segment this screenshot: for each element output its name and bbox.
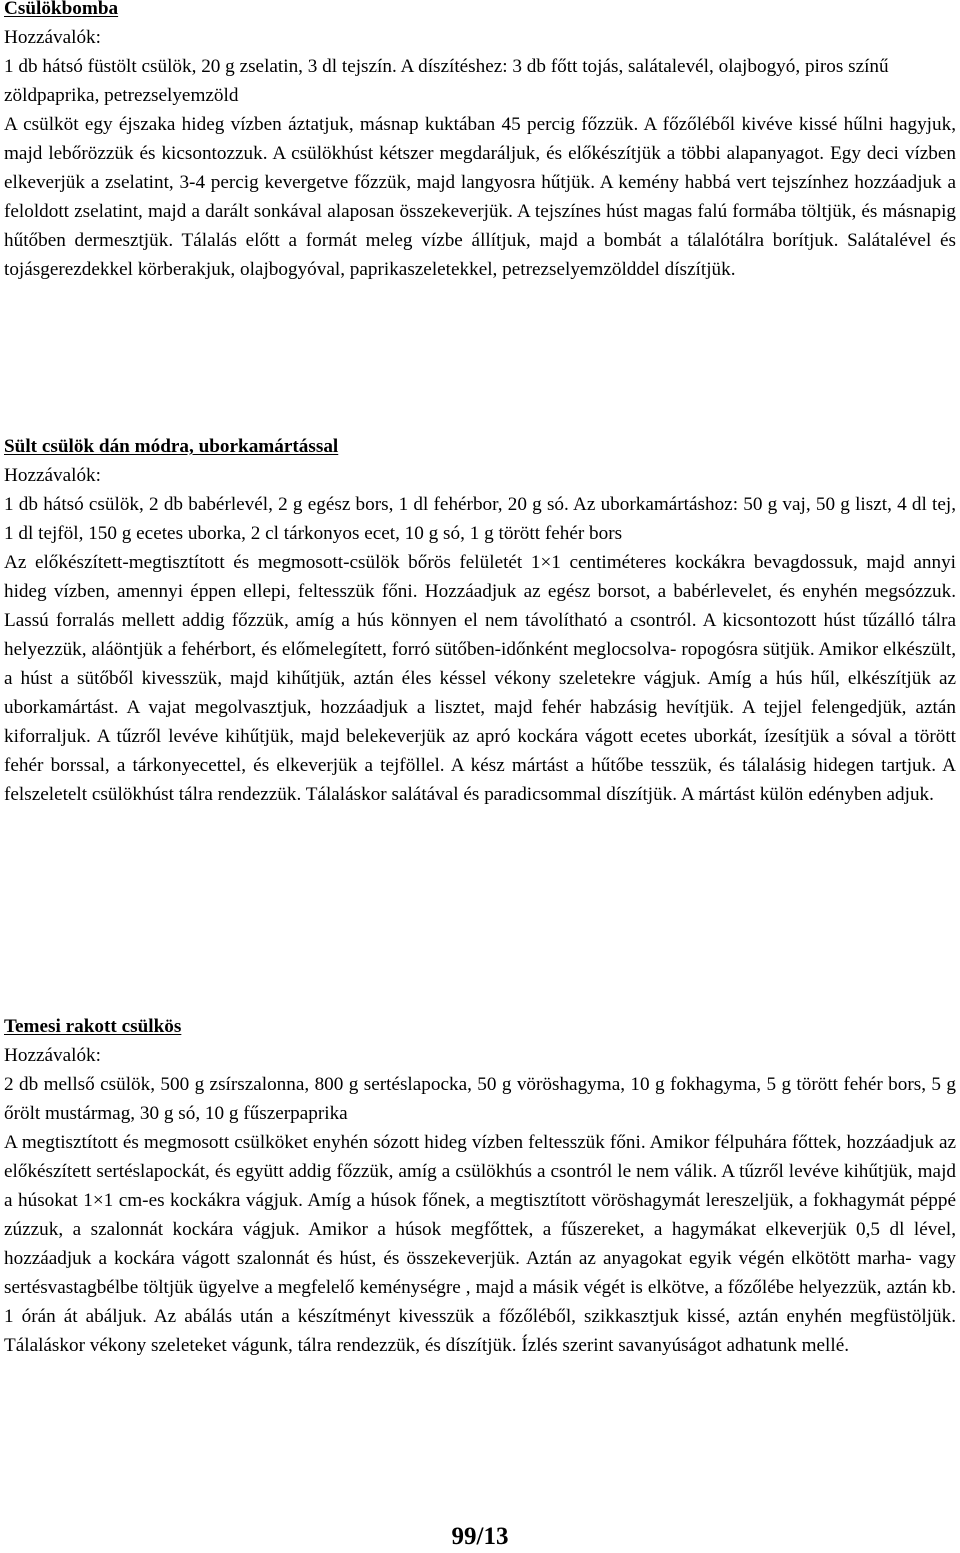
- page-number: 99/13: [451, 1523, 509, 1550]
- instructions-text: Az előkészített-megtisztított és megmosott-csülök bőrös felületét 1×1 centiméteres kockákra bevagdossuk, majd annyi hideg vízben, amennyi éppen ellepi, feltesszük főni. Hozzáadjuk az egész borsot, a babérlevelet, és enyhén megsózzuk. Lassú forralás mellett addig főzzük, amíg a hús könnyen el nem távolítható a csontról. A kicsontozott húst tűzálló tálra helyezzük, aláöntjük a fehérbort, és előmelegített, forró sütőben-időnként meglocsolva- ropogósra sütjük. Amikor elkészült, a húst a sütőből kivesszük, majd kihűtjük, aztán éles késsel vékony szeletekre vágjuk. Amíg a hús hűl, elkészítjük az uborkamártást. A vajat megolvasztjuk, hozzáadjuk a lisztet, majd fehér habzásig hevítjük. A tejjel felengedjük, aztán kiforraljuk. A tűzről levéve kihűtjük, majd belekeverjük az apró kockára vágott ecetes uborkát, ízesítjük a sóval a törött fehér borssal, a tárkonyecettel, és elkeverjük a tejföllel. A kész mártást a hűtőbe tesszük, és tálalásig hidegen tartjuk. A felszeletelt csülökhúst tálra rendezzük. Tálaláskor salátával és paradicsommal díszítjük. A mártást külön edényben adjuk.: [4, 552, 956, 805]
- recipe-title: Temesi rakott csülkös: [4, 1016, 182, 1037]
- recipe-section: [4, 432, 956, 809]
- instructions-text: A csülköt egy éjszaka hideg vízben áztatjuk, másnap kuktában 45 percig főzzük. A főzőléből kivéve kissé hűlni hagyjuk, majd lebőrözzük és kicsontozzuk. A csülökhúst kétszer megdaráljuk, és előkészítjük a többi alapanyagot. Egy deci vízben elkeverjük a zselatint, 3-4 percig kevergetve főzzük, majd langyosra hűtjük. A kemény habbá vert tejszínhez hozzáadjuk a feloldott zselatint, majd a darált sonkával alaposan összekeverjük. A tejszínes húst magas falú formába töltjük, és másnapig hűtőben dermesztjük. Tálalás előtt a formát meleg vízbe állítjuk, majd a bombát a tálalótálra borítjuk. Salátalével és tojásgerezdekkel körberakjuk, olajbogyóval, paprikaszeletekkel, petrezselyemzölddel díszítjük.: [4, 114, 956, 280]
- recipe-title: Sült csülök dán módra, uborkamártással: [4, 436, 339, 457]
- recipe-section: [4, 0, 956, 284]
- ingredients-text: 1 db hátsó füstölt csülök, 20 g zselatin, 3 dl tejszín. A díszítéshez: 3 db főtt tojás, salátalevél, olajbogyó, piros színű zöldpaprika, petrezselyemzöld: [4, 56, 889, 106]
- recipe-section: [4, 1012, 956, 1360]
- instructions-text: A megtisztított és megmosott csülköket enyhén sózott hideg vízben feltesszük főni. Amikor félpuhára főttek, hozzáadjuk az előkészített sertéslapockát, és együtt addig főzzük, amíg a csülökhús a csontról le nem válik. A tűzről levéve kihűtjük, majd a húsokat 1×1 cm-es kockákra vágjuk. Amíg a húsok főnek, a megtisztított vöröshagymát lereszeljük, a fokhagymát péppé zúzzuk, a szalonnát kockára vágjuk. Amikor a húsok megfőttek, a fűszereket, a hagymákat elkeverjük 0,5 dl lével, hozzáadjuk a kockára vágott szalonnát és húst, és összekeverjük. Aztán az anyagokat egyik végén elkötött marha- vagy sertésvastagbélbe töltjük ügyelve a megfelelő keménységre , majd a másik végét is elkötve, a főzőlébe helyezzük, aztán kb. 1 órán át abáljuk. Az abálás után a készítményt kivesszük a főzőléből, szikkasztjuk kissé, aztán enyhén megfüstöljük. Tálaláskor vékony szeleteket vágunk, tálra rendezzük, és díszítjük. Ízlés szerint savanyúságot adhatunk mellé.: [4, 1132, 956, 1356]
- ingredients-text: 1 db hátsó csülök, 2 db babérlevél, 2 g egész bors, 1 dl fehérbor, 20 g só. Az uborkamártáshoz: 50 g vaj, 50 g liszt, 4 dl tej, 1 dl tejföl, 150 g ecetes uborka, 2 cl tárkonyos ecet, 10 g só, 1 g törött fehér bors: [4, 494, 956, 544]
- ingredients-label: Hozzávalók:: [4, 1045, 101, 1066]
- ingredients-label: Hozzávalók:: [4, 465, 101, 486]
- recipe-title: Csülökbomba: [4, 0, 119, 19]
- ingredients-label: Hozzávalók:: [4, 27, 101, 48]
- ingredients-text: 2 db mellső csülök, 500 g zsírszalonna, 800 g sertéslapocka, 50 g vöröshagyma, 10 g fokhagyma, 5 g törött fehér bors, 5 g őrölt mustármag, 30 g só, 10 g fűszerpaprika: [4, 1074, 956, 1124]
